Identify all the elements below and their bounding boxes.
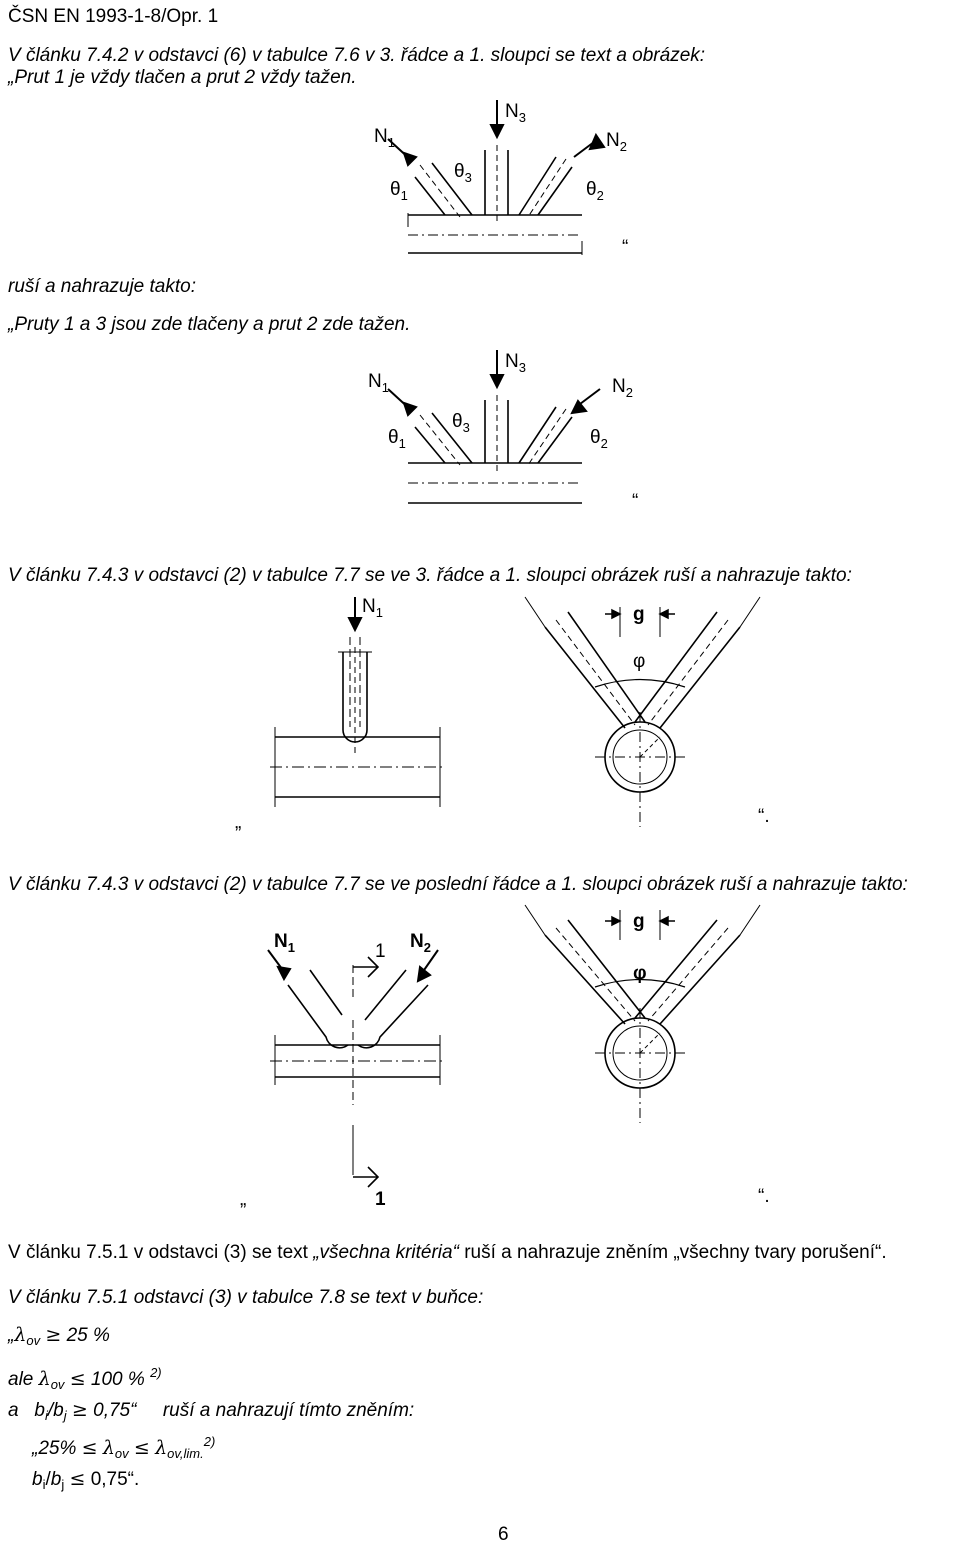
paragraph-text: V článku 7.5.1 odstavci (3) v tabulce 7.8 se text v buňce: (8, 1287, 484, 1308)
label-n1: $N_1$ (374, 126, 395, 150)
closing-quote: “. (758, 1186, 770, 1207)
label-gap-g: g (633, 604, 645, 625)
formula-line: $„\lambda_{ov} \ge 25$ % (8, 1324, 110, 1348)
figure-k-joint-original (360, 95, 660, 270)
quoted-old-text: „všechna kritéria“ (313, 1242, 459, 1263)
label-section-1: 1 (375, 1189, 386, 1210)
formula-line: „25% ≤ $\lambda_{ov} \le \lambda_{ov,lim.}^{2)}$ (32, 1434, 216, 1461)
figure-k-joint-replacement (360, 345, 660, 520)
paragraph-text: „Prut 1 je vždy tlačen a prut 2 vždy tažen. (8, 67, 357, 88)
label-n3: $N_3$ (505, 101, 526, 125)
formula-line: a $b_i/b_j$ ≥ 0,75“ ruší a nahrazují tímto zněním: (8, 1399, 415, 1423)
label-theta1: $\theta_1$ (388, 427, 406, 451)
label-n2: $N_2$ (612, 376, 633, 400)
figure-t-joint-and-section (230, 592, 790, 832)
label-theta2: $\theta_2$ (586, 179, 604, 203)
label-angle-phi: φ (633, 651, 646, 672)
closing-quote: “ (622, 237, 629, 258)
opening-quote: „ (235, 812, 242, 833)
figure-n-joint-and-section (230, 905, 790, 1215)
opening-quote: „ (240, 1189, 247, 1210)
label-n2: $N_2$ (606, 130, 627, 154)
label-theta3: $\theta_3$ (452, 411, 470, 435)
paragraph-text: V článku 7.4.3 v odstavci (2) v tabulce 7.7 se ve poslední řádce a 1. sloupci obrázek ruší a nahrazuje takto: (8, 874, 908, 895)
label-n1: $N_1$ (274, 931, 295, 955)
paragraph-text: „Pruty 1 a 3 jsou zde tlačeny a prut 2 zde tažen. (8, 314, 411, 335)
paragraph-text: V článku 7.4.3 v odstavci (2) v tabulce 7.7 se ve 3. řádce a 1. sloupci obrázek ruší a nahrazuje takto: (8, 565, 852, 586)
closing-quote: “ (632, 491, 639, 512)
label-n3: $N_3$ (505, 351, 526, 375)
formula-line: $b_i/b_j$ ≤ 0,75“. (32, 1468, 140, 1492)
closing-quote: “. (758, 806, 770, 827)
label-theta3: $\theta_3$ (454, 161, 472, 185)
label-gap-g: g (633, 911, 645, 932)
label-n1: $N_1$ (362, 596, 383, 620)
formula-line: ale $\lambda_{ov} \le 100$ % $^{2)}$ (8, 1365, 162, 1392)
page-number: 6 (498, 1524, 509, 1545)
label-angle-phi: φ (633, 963, 647, 984)
document-id: ČSN EN 1993-1-8/Opr. 1 (8, 6, 219, 27)
label-n1: $N_1$ (368, 371, 389, 395)
paragraph-text: V článku 7.4.2 v odstavci (6) v tabulce 7.6 v 3. řádce a 1. sloupci se text a obrázek: (8, 45, 706, 66)
paragraph-text: ruší a nahrazuje takto: (8, 276, 196, 297)
paragraph-text: V článku 7.5.1 v odstavci (3) se text „všechna kritéria“ ruší a nahrazuje zněním „všechny tvary porušení“. (8, 1242, 887, 1263)
label-theta1: $\theta_1$ (390, 179, 408, 203)
label-theta2: $\theta_2$ (590, 427, 608, 451)
label-section-1: 1 (375, 941, 386, 962)
label-n2: $N_2$ (410, 931, 431, 955)
